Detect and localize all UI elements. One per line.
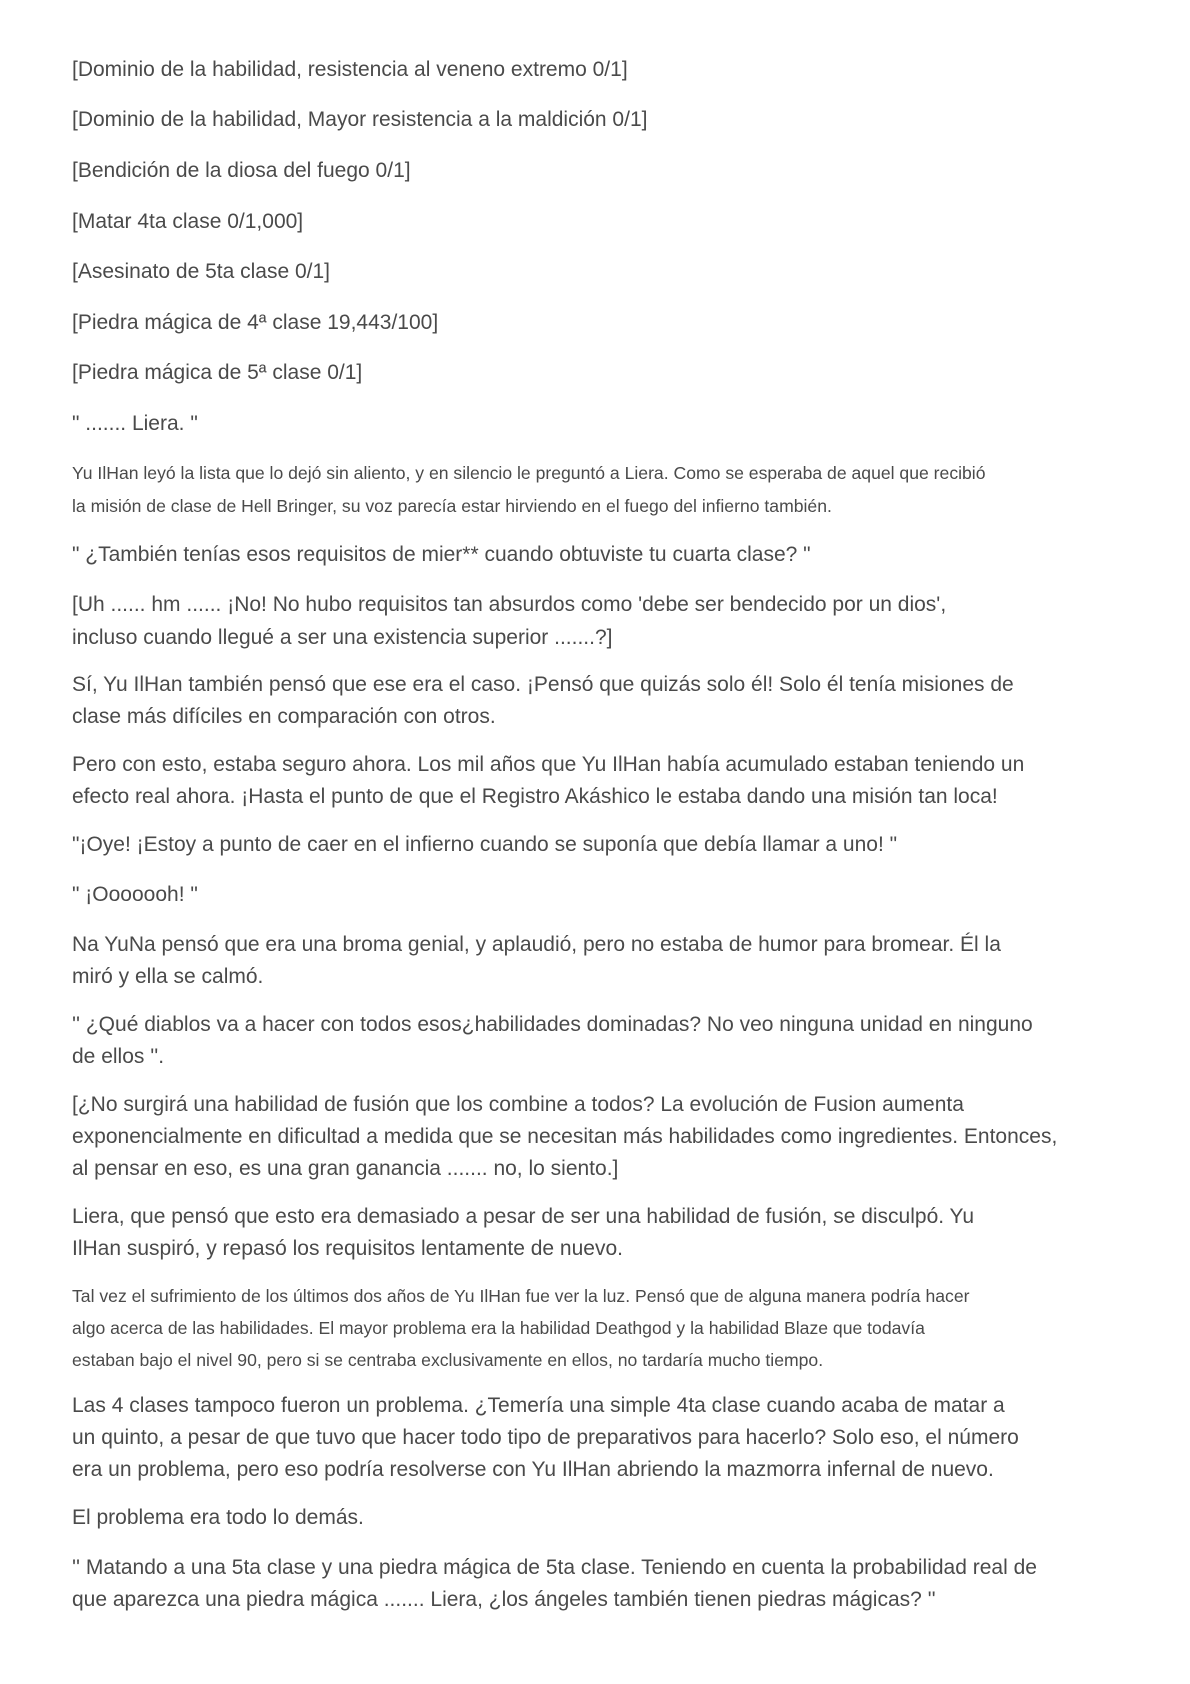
paragraph-line: [¿No surgirá una habilidad de fusión que los combine a todos? La evolución de Fusion aumenta <box>72 1093 964 1116</box>
requirement-line: [Piedra mágica de 5ª clase 0/1] <box>72 361 363 384</box>
paragraph-line: era un problema, pero eso podría resolverse con Yu IlHan abriendo la mazmorra infernal de nuevo. <box>72 1458 994 1481</box>
requirement-line: [Asesinato de 5ta clase 0/1] <box>72 260 330 283</box>
paragraph-line: Yu IlHan leyó la lista que lo dejó sin aliento, y en silencio le preguntó a Liera. Como se esperaba de aquel que recibió <box>72 463 986 483</box>
requirement-line: [Dominio de la habilidad, resistencia al veneno extremo 0/1] <box>72 58 628 81</box>
requirement-line: [Matar 4ta clase 0/1,000] <box>72 210 304 233</box>
paragraph-line: un quinto, a pesar de que tuvo que hacer todo tipo de preparativos para hacerlo? Solo eso, el número <box>72 1426 1019 1449</box>
requirement-line: [Piedra mágica de 4ª clase 19,443/100] <box>72 311 439 334</box>
paragraph-line: '' ¿Qué diablos va a hacer con todos esos¿habilidades dominadas? No veo ninguna unidad en ninguno <box>72 1013 1033 1036</box>
paragraph-line: clase más difíciles en comparación con otros. <box>72 705 496 728</box>
paragraph-line: miró y ella se calmó. <box>72 965 264 988</box>
dialogue-line: " ....... Liera. " <box>72 412 198 435</box>
paragraph-line: estaban bajo el nivel 90, pero si se centraba exclusivamente en ellos, no tardaría mucho tiempo. <box>72 1350 824 1370</box>
paragraph-line: exponencialmente en dificultad a medida que se necesitan más habilidades como ingredientes. Entonces, <box>72 1125 1058 1148</box>
paragraph-line: Liera, que pensó que esto era demasiado a pesar de ser una habilidad de fusión, se disculpó. Yu <box>72 1205 975 1228</box>
paragraph-line: de ellos ''. <box>72 1045 165 1068</box>
dialogue-line: " ¿También tenías esos requisitos de mier** cuando obtuviste tu cuarta clase? " <box>72 543 811 566</box>
paragraph-line: Tal vez el sufrimiento de los últimos dos años de Yu IlHan fue ver la luz. Pensó que de alguna manera podría hacer <box>72 1286 970 1306</box>
paragraph-line: Las 4 clases tampoco fueron un problema. ¿Temería una simple 4ta clase cuando acaba de matar a <box>72 1394 1005 1417</box>
paragraph-line: Sí, Yu IlHan también pensó que ese era el caso. ¡Pensó que quizás solo él! Solo él tenía misiones de <box>72 673 1014 696</box>
paragraph-line: incluso cuando llegué a ser una existencia superior .......?] <box>72 626 613 649</box>
paragraph-line: efecto real ahora. ¡Hasta el punto de que el Registro Akáshico le estaba dando una misión tan loca! <box>72 785 998 808</box>
paragraph-line: IlHan suspiró, y repasó los requisitos lentamente de nuevo. <box>72 1237 623 1260</box>
dialogue-line: " ¡Ooooooh! " <box>72 883 198 906</box>
paragraph-line: algo acerca de las habilidades. El mayor problema era la habilidad Deathgod y la habilidad Blaze que todavía <box>72 1318 925 1338</box>
dialogue-line: "¡Oye! ¡Estoy a punto de caer en el infierno cuando se suponía que debía llamar a uno! " <box>72 833 898 856</box>
requirement-line: [Bendición de la diosa del fuego 0/1] <box>72 159 411 182</box>
paragraph-line: que aparezca una piedra mágica ....... Liera, ¿los ángeles también tienen piedras mágicas? '' <box>72 1588 936 1611</box>
paragraph-line: El problema era todo lo demás. <box>72 1506 364 1529</box>
paragraph-line: Na YuNa pensó que era una broma genial, y aplaudió, pero no estaba de humor para bromear. Él la <box>72 933 1001 956</box>
paragraph-line: al pensar en eso, es una gran ganancia ....... no, lo siento.] <box>72 1157 619 1180</box>
paragraph-line: Pero con esto, estaba seguro ahora. Los mil años que Yu IlHan había acumulado estaban teniendo un <box>72 753 1025 776</box>
requirement-line: [Dominio de la habilidad, Mayor resistencia a la maldición 0/1] <box>72 108 648 131</box>
paragraph-line: '' Matando a una 5ta clase y una piedra mágica de 5ta clase. Teniendo en cuenta la probabilidad real de <box>72 1556 1037 1579</box>
paragraph-line: [Uh ...... hm ...... ¡No! No hubo requisitos tan absurdos como 'debe ser bendecido por un dios', <box>72 593 947 616</box>
paragraph-line: la misión de clase de Hell Bringer, su voz parecía estar hirviendo en el fuego del infierno también. <box>72 496 832 516</box>
